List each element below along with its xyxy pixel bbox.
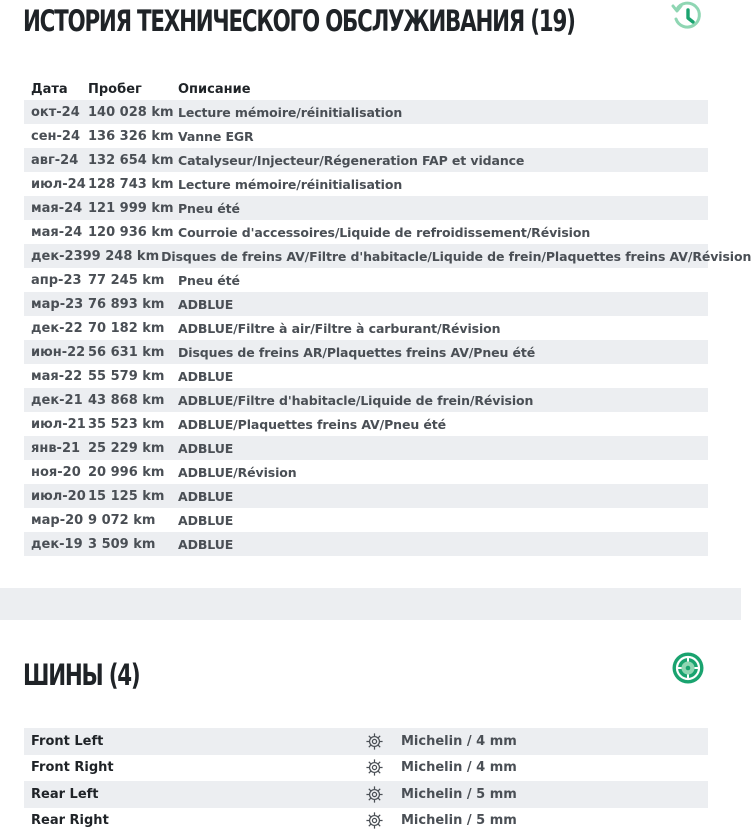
row-date: дек-23 xyxy=(31,248,83,264)
row-mileage: 140 028 km xyxy=(88,104,174,120)
row-mileage: 77 245 km xyxy=(88,272,165,288)
table-row xyxy=(24,148,708,172)
row-date: мар-23 xyxy=(31,296,84,312)
maintenance-history-table xyxy=(24,78,751,556)
tire-gear-icon xyxy=(365,811,401,830)
tire-value: Michelin / 4 mm xyxy=(401,760,517,776)
row-date: окт-24 xyxy=(31,104,80,120)
tire-row-front-right xyxy=(24,755,708,782)
tire-row-front-left xyxy=(24,728,708,755)
table-row xyxy=(24,460,708,484)
row-date: янв-21 xyxy=(31,440,81,456)
row-date: дек-22 xyxy=(31,320,83,336)
row-date: мая-24 xyxy=(31,224,83,240)
row-description: ADBLUE xyxy=(178,512,234,528)
row-date: июл-20 xyxy=(31,488,86,504)
table-row xyxy=(24,172,708,196)
tire-position: Rear Left xyxy=(31,786,99,802)
tires-table xyxy=(24,728,708,834)
row-description: Lecture mémoire/réinitialisation xyxy=(178,176,403,192)
row-date: дек-21 xyxy=(31,392,83,408)
tire-gear-icon xyxy=(365,758,401,777)
row-mileage: 43 868 km xyxy=(88,392,165,408)
row-mileage: 120 936 km xyxy=(88,224,174,240)
table-row xyxy=(24,436,708,460)
row-mileage: 9 072 km xyxy=(88,512,156,528)
row-date: мар-20 xyxy=(31,512,84,528)
row-date: мая-22 xyxy=(31,368,83,384)
column-header-mileage: Пробег xyxy=(88,81,142,97)
row-mileage: 128 743 km xyxy=(88,176,174,192)
maintenance-history-title: ИСТОРИЯ ТЕХНИЧЕСКОГО ОБСЛУЖИВАНИЯ (19) xyxy=(23,4,575,38)
tire-value: Michelin / 4 mm xyxy=(401,733,517,749)
table-row xyxy=(24,100,708,124)
tire-position: Rear Right xyxy=(31,813,109,829)
row-mileage: 132 654 km xyxy=(88,152,174,168)
row-description: Catalyseur/Injecteur/Régeneration FAP et vidance xyxy=(178,152,525,168)
row-date: авг-24 xyxy=(31,152,79,168)
row-mileage: 56 631 km xyxy=(88,344,165,360)
table-row xyxy=(24,124,708,148)
table-row xyxy=(24,532,708,556)
row-description: ADBLUE/Filtre à air/Filtre à carburant/Révision xyxy=(178,320,501,336)
table-row xyxy=(24,244,751,268)
history-icon[interactable] xyxy=(670,0,704,34)
tire-value: Michelin / 5 mm xyxy=(401,813,517,829)
table-row xyxy=(24,196,708,220)
table-row xyxy=(24,340,708,364)
table-header xyxy=(24,78,708,100)
table-row xyxy=(24,388,708,412)
row-mileage: 25 229 km xyxy=(88,440,165,456)
row-description: Pneu été xyxy=(178,200,240,216)
table-row xyxy=(24,484,708,508)
tire-row-rear-left xyxy=(24,781,708,808)
row-date: мая-24 xyxy=(31,200,83,216)
tire-icon[interactable] xyxy=(671,651,705,685)
row-description: Disques de freins AV/Filtre d'habitacle/Liquide de frein/Plaquettes freins AV/Révision xyxy=(161,248,751,264)
row-description: ADBLUE xyxy=(178,536,234,552)
row-date: июн-22 xyxy=(31,344,86,360)
row-date: апр-23 xyxy=(31,272,82,288)
row-description: ADBLUE xyxy=(178,368,234,384)
row-mileage: 70 182 km xyxy=(88,320,165,336)
table-row xyxy=(24,412,708,436)
tire-position: Front Right xyxy=(31,760,114,776)
row-description: Lecture mémoire/réinitialisation xyxy=(178,104,403,120)
row-mileage: 99 248 km xyxy=(82,248,160,264)
tire-gear-icon xyxy=(365,785,401,804)
tire-value: Michelin / 5 mm xyxy=(401,786,517,802)
row-date: сен-24 xyxy=(31,128,80,144)
row-description: ADBLUE xyxy=(178,488,234,504)
table-body xyxy=(24,100,751,556)
section-divider xyxy=(0,588,741,620)
row-date: июл-24 xyxy=(31,176,86,192)
row-description: Pneu été xyxy=(178,272,240,288)
row-description: ADBLUE/Révision xyxy=(178,464,297,480)
tire-gear-icon xyxy=(365,732,401,751)
row-description: ADBLUE xyxy=(178,440,234,456)
row-description: Disques de freins AR/Plaquettes freins AV/Pneu été xyxy=(178,344,536,360)
row-description: ADBLUE xyxy=(178,296,234,312)
row-mileage: 55 579 km xyxy=(88,368,165,384)
table-row xyxy=(24,364,708,388)
column-header-date: Дата xyxy=(31,81,68,97)
row-description: Courroie d'accessoires/Liquide de refroidissement/Révision xyxy=(178,224,591,240)
row-date: июл-21 xyxy=(31,416,86,432)
table-row xyxy=(24,220,708,244)
row-description: ADBLUE/Filtre d'habitacle/Liquide de frein/Révision xyxy=(178,392,534,408)
row-description: Vanne EGR xyxy=(178,128,254,144)
tire-row-rear-right xyxy=(24,808,708,835)
row-date: дек-19 xyxy=(31,536,83,552)
row-mileage: 3 509 km xyxy=(88,536,156,552)
table-row xyxy=(24,268,708,292)
row-mileage: 121 999 km xyxy=(88,200,174,216)
table-row xyxy=(24,508,708,532)
tires-title: ШИНЫ (4) xyxy=(23,658,140,692)
column-header-description: Описание xyxy=(178,81,251,97)
row-mileage: 76 893 km xyxy=(88,296,165,312)
table-row xyxy=(24,292,708,316)
table-row xyxy=(24,316,708,340)
row-mileage: 15 125 km xyxy=(88,488,165,504)
tire-position: Front Left xyxy=(31,733,104,749)
row-mileage: 136 326 km xyxy=(88,128,174,144)
row-mileage: 35 523 km xyxy=(88,416,165,432)
row-mileage: 20 996 km xyxy=(88,464,165,480)
tires-card xyxy=(0,620,741,836)
row-date: ноя-20 xyxy=(31,464,81,480)
row-description: ADBLUE/Plaquettes freins AV/Pneu été xyxy=(178,416,447,432)
